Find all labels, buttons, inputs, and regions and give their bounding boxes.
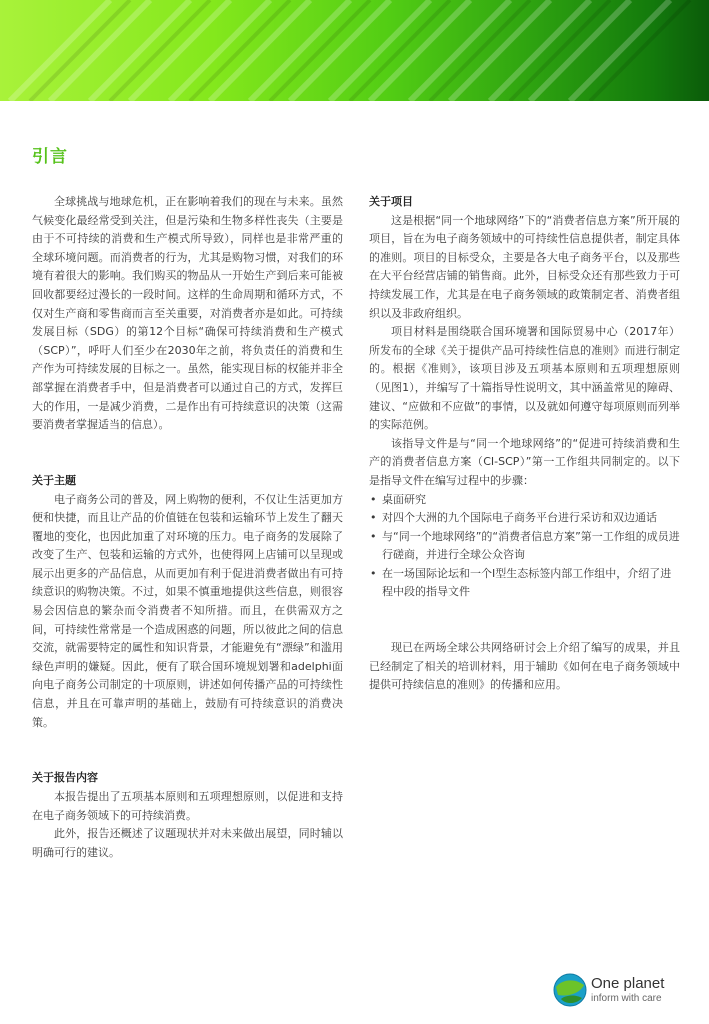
- page-title: 引言: [32, 147, 68, 167]
- closing-paragraph: 现已在两场全球公共网络研讨会上介绍了编写的成果，并且已经制定了相关的培训材料，用于辅助《如何在电子商务领域中提供可持续信息的准则》的传播和应用。: [369, 641, 680, 692]
- left-column: [32, 193, 343, 862]
- list-item: [369, 509, 680, 528]
- list-item-text: 桌面研究: [382, 492, 426, 506]
- intro-paragraph: 全球挑战与地球危机，正在影响着我们的现在与未来。虽然气候变化最经常受到关注，但是污染和生物多样性丧失（主要是由于不可持续的消费和生产模式所导致），同样也是非常严重的全球环境问题。而消费者的行为，尤其是购物习惯，对我们的环境有着很大的影响。我们购买的物品从一开始生产到后来可能被回收都要经过漫长的一段时间。这样的生命周期和循环方式，不仅对生产商和零售商而言至关重要，对消费者亦是如此。可持续发展目标（SDG）的第12个目标“确保可持续消费和生产模式（SCP）”，呼吁人们至少在2030年之前，将负责任的消费和生产作为可持续发展的目标之一。虽然，能实现目标的权能并非全部掌握在消费者手中，但是消费者可以通过自己的方式，发挥巨大的作用，一是减少消费，二是作出有可持续意识的决策（这需要消费者掌握适当的信息）。: [32, 195, 343, 432]
- project-paragraph: 项目材料是围绕联合国环境署和国际贸易中心（2017年）所发布的全球《关于提供产品可持续性信息的准则》而进行制定的。根据《准则》，该项目涉及五项基本原则和五项理想原则（见图1），并编写了十篇指导性说明文，其中涵盖常见的障碍、建议、“应做和不应做”的事情，以及就如何遵守每项原则而列举的实际范例。: [369, 325, 680, 432]
- bullet-icon: •: [370, 492, 377, 506]
- list-item-text: 对四个大洲的九个国际电子商务平台进行采访和双边通话: [382, 511, 657, 525]
- theme-paragraph: 电子商务公司的普及，网上购物的便利，不仅让生活更加方便和快捷，而且让产品的价值链在包装和运输环节上发生了翻天覆地的变化，也因此加重了对环境的压力。电子商务的发展除了改变了生产、包装和运输的方式外，也使得网上店铺可以呈现或展示出更多的产品信息，从而更加有利于促进消费者做出有可持续意识的购物决策。不过，如果不慎重地提供这些信息，则很容易会因信息的繁杂而令消费者不知所措。而且，在供需双方之间，可持续性常常是一个造成困惑的问题，所以彼此之间的信息交流，就需要特定的属性和知识背景，才能避免有“漂绿”和滥用绿色声明的嫌疑。因此，便有了联合国环境规划署和adelphi面向电子商务公司制定的十项原则，讲述如何传播产品的可持续性信息，并且在可靠声明的基础上，鼓励有可持续意识的消费决策。: [32, 492, 343, 729]
- bullet-icon: •: [370, 566, 377, 580]
- logo-tagline: inform with care: [591, 993, 662, 1004]
- globe-icon: [553, 973, 587, 1007]
- header-banner: [0, 0, 709, 101]
- one-planet-logo: [553, 972, 683, 1010]
- list-item: [369, 565, 680, 602]
- project-paragraph: 这是根据“同一个地球网络”下的“消费者信息方案”所开展的项目，旨在为电子商务领域中的可持续性信息提供者，制定具体的准则。项目的目标受众，主要是各大电子商务平台，以及那些在大平台经营店铺的销售商。此外，目标受众还有那些致力于可持续发展工作，尤其是在电子商务领域的政策制定者、消费者组织以及非政府组织。: [369, 213, 680, 320]
- logo-name: One planet: [591, 975, 665, 992]
- project-paragraph: 该指导文件是与“同一个地球网络”的“促进可持续消费和生产的消费者信息方案（CI-SCP）”第一工作组共同制定的。以下是指导文件在编写过程中的步骤：: [369, 436, 680, 487]
- bullet-icon: •: [370, 511, 377, 525]
- report-heading: 关于报告内容: [32, 771, 98, 785]
- report-paragraph: 本报告提出了五项基本原则和五项理想原则，以促进和支持在电子商务领域下的可持续消费。: [32, 790, 343, 822]
- list-item: [369, 491, 680, 510]
- bullet-icon: •: [370, 529, 377, 543]
- theme-heading: 关于主题: [32, 473, 76, 487]
- steps-list: [369, 491, 680, 603]
- list-item: [369, 528, 680, 565]
- right-column: [369, 193, 680, 695]
- list-item-text: 在一场国际论坛和一个I型生态标签内部工作组中，介绍了进程中段的指导文件: [382, 566, 672, 599]
- list-item-text: 与“同一个地球网络”的“消费者信息方案”第一工作组的成员进行磋商，并进行全球公众咨询: [382, 529, 680, 562]
- project-heading: 关于项目: [369, 195, 413, 208]
- banner-stripes: [0, 0, 709, 101]
- report-paragraph: 此外，报告还概述了议题现状并对未来做出展望，同时辅以明确可行的建议。: [32, 827, 343, 859]
